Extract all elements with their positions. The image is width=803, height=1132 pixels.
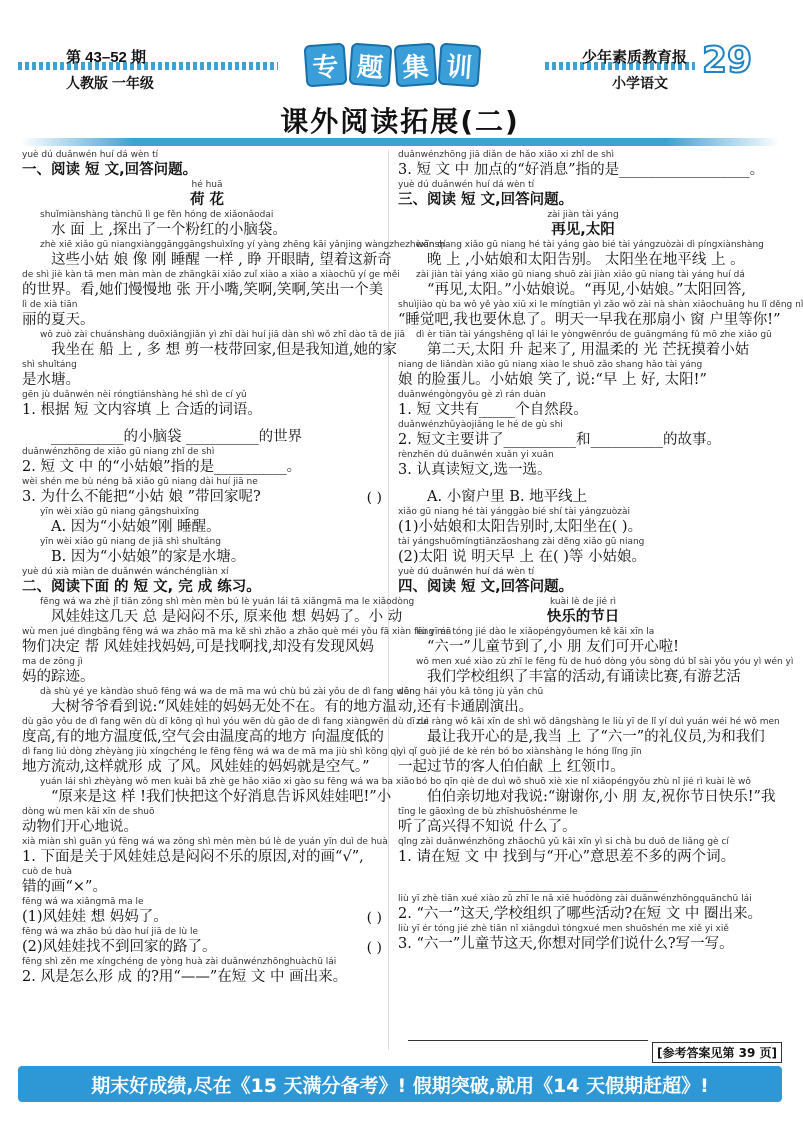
pinyin-line: yuè dú duǎnwén huí dá wèn tí: [398, 567, 535, 577]
passage-line: 伯伯亲切地对我说:“谢谢你,小 朋 友,祝你节日快乐!”我: [427, 789, 776, 805]
text-block: [398, 777, 776, 807]
answer-paren[interactable]: ( ): [366, 910, 382, 926]
question-text: 3. 为什么不能把“小姑 娘 ”带回家呢?: [22, 489, 261, 505]
pinyin-line: liù yī ér tóng jié dào le xiǎopéngyǒumen kě kāi xīn la: [416, 627, 655, 637]
passage-line: (2)太阳 说 明天早 上 在( )等 小姑娘。: [398, 549, 647, 565]
question-text: 3. “六一”儿童节这天,你想对同学们说什么?写一写。: [398, 936, 734, 952]
text-block: [22, 867, 392, 897]
pinyin-line: kuài lè de jié rì: [549, 597, 617, 607]
text-block: [22, 240, 446, 270]
text-block: [22, 210, 392, 240]
pinyin-line: shuǐmiànshàng tànchū lì ge fěn hóng de xiǎonǎodai: [40, 210, 274, 220]
topic-char: 训: [438, 43, 482, 88]
text-block: [22, 567, 392, 597]
pinyin-line: fēng wá wa zhǎo bú dào huí jiā de lù le: [22, 927, 199, 937]
text-block: [398, 687, 768, 717]
answer-reference: [参考答案见第 39 页]: [652, 1042, 782, 1063]
text-block: [398, 867, 768, 894]
passage-line: 动,还有卡通剧演出。: [398, 699, 534, 715]
footer-rule: [408, 1040, 648, 1041]
text-block: [22, 837, 392, 867]
pinyin-line: niang de liǎndàn xiǎo gū niang xiào le shuō zǎo shang hǎo tài yáng: [398, 360, 703, 370]
pinyin-line: duǎnwénzhōng de xiǎo gū niang zhǐ de shì: [22, 447, 215, 457]
page-header: [0, 0, 800, 100]
passage-line: 再见,太阳: [551, 222, 615, 238]
passage-line: 四、阅读 短 文,回答问题。: [398, 579, 574, 595]
pinyin-line: yīn wèi xiǎo gū niang de jiā shì shuǐtáng: [40, 537, 221, 547]
text-block: [398, 717, 780, 747]
pinyin-line: cuò de huà: [22, 867, 73, 877]
text-block: [22, 687, 415, 717]
pinyin-line: bó bo qīn qiè de duì wǒ shuō xiè xie nǐ xiǎopéngyǒu zhù nǐ jié rì kuài lè wǒ: [416, 777, 751, 787]
pinyin-line: xiǎo gū niang hé tài yánggào bié shí tài yángzuòzài: [398, 507, 631, 517]
text-block: [22, 420, 392, 447]
question-text: 2. 短文主要讲了__________和__________的故事。: [398, 432, 721, 448]
text-block: [398, 420, 768, 450]
topic-char: 题: [348, 43, 392, 88]
answer-blank-line[interactable]: __________的小脑袋 __________的世界: [51, 429, 303, 445]
pinyin-line: dì èr tiān tài yángshēng qǐ lái le yòngwēnróu de guāngmáng fǔ mō zhe xiǎo gū: [416, 330, 772, 340]
text-block: [22, 747, 399, 777]
passage-line: 地方流动,这样就形 成 了风。风娃娃的妈妈就是空气。”: [22, 759, 370, 775]
question-text: 1. 请在短 文 中 找到与“开心”意思差不多的两个词。: [398, 849, 736, 865]
text-block: [22, 627, 452, 657]
passage-line: 度高,有的地方温度低,空气会由温度高的地方 向温度低的: [22, 729, 384, 745]
pinyin-line: duǎnwéngòngyǒu gè zì rán duàn: [398, 390, 546, 400]
pinyin-line: zài jiàn tài yáng: [547, 210, 619, 220]
passage-line: 妈的踪迹。: [22, 669, 95, 685]
passage-line: 听了高兴得不知说 什么了。: [398, 819, 577, 835]
text-block: [22, 717, 429, 747]
answer-blank-line[interactable]: __________ __________: [508, 876, 658, 892]
pinyin-line: dì fang liú dòng zhèyàng jiù xíngchéng le fēng fēng wá wa de mā ma jiù shì kōng qì: [22, 747, 399, 757]
pinyin-line: yuè dú duǎnwén huí dá wèn tí: [22, 150, 159, 160]
pinyin-line: shuìjiào qù ba wǒ yě yào xiū xi le míngtiān yì zǎo wǒ zài nà shàn xiǎochuāng hu lǐ děng nǐ: [398, 300, 803, 310]
text-block: [398, 330, 772, 360]
question-text: 2. 短 文 中 的“小姑娘”指的是__________。: [22, 459, 302, 475]
passage-line: 我坐在 船 上 , 多 想 剪一枝带回家,但是我知道,她的家: [51, 342, 397, 358]
pinyin-line: dà shù yé ye kàndào shuō fēng wá wa de mā ma wú chù bú zài yǒu de dì fang wēn: [40, 687, 415, 697]
passage-line: “原来是这 样 !我们快把这个好消息告诉风娃娃吧!”小: [51, 789, 392, 805]
pinyin-line: wèi shén me bù néng bǎ xiǎo gū niang dài huí jiā ne: [22, 477, 258, 487]
text-block: [22, 330, 406, 360]
passage-line: 丽的夏天。: [22, 312, 95, 328]
text-block: [22, 927, 392, 957]
text-block: [22, 657, 392, 687]
pinyin-line: wǎnshang xiǎo gū niang hé tài yáng gào bié tài yángzuòzài dì píngxiànshàng: [416, 240, 764, 250]
pinyin-line: yuè dú xià miàn de duǎnwén wánchéngliàn xí: [22, 567, 229, 577]
pinyin-line: tài yángshuōmíngtiānzǎoshang zài děng xiǎo gū niang: [398, 537, 645, 547]
text-block: [398, 657, 794, 687]
passage-line: 的世界。看,她们慢慢地 张 开小嘴,笑啊,笑啊,笑出一个美: [22, 282, 384, 298]
text-block: [398, 807, 768, 837]
passage-line: 一起过节的客人伯伯献 上 红领巾。: [398, 759, 625, 775]
passage-line: 晚 上 ,小姑娘和太阳告别。 太阳坐在地平线 上 。: [427, 252, 745, 268]
text-block: [22, 270, 400, 300]
page-title: 课外阅读拓展(二): [280, 105, 520, 138]
passage-line: “睡觉吧,我也要休息了。明天一早我在那扇小 窗 户里等你!”: [398, 312, 781, 328]
text-block: [22, 957, 392, 987]
pinyin-line: lì de xià tiān: [22, 300, 78, 310]
pinyin-line: xià miàn shì guān yú fēng wá wa zǒng shì mèn mèn bú lè de yuán yīn duì de huà: [22, 837, 388, 847]
pinyin-line: hé huā: [191, 180, 223, 190]
text-block: [22, 180, 392, 210]
text-block: [22, 447, 392, 477]
passage-line: (1)小姑娘和太阳告别时,太阳坐在( )。: [398, 519, 643, 535]
pinyin-line: ma de zōng jì: [22, 657, 83, 667]
text-block: [398, 537, 768, 567]
pinyin-line: yì qǐ guò jié de kè rén bó bo xiànshàng le hóng lǐng jīn: [398, 747, 642, 757]
pinyin-line: zuì ràng wǒ kāi xīn de shì wǒ dāngshàng le liù yī de lǐ yí duì yuán wéi hé wǒ men: [416, 717, 780, 727]
pinyin-line: dòng hái yǒu kǎ tōng jù yǎn chū: [398, 687, 544, 697]
promo-banner: 期末好成绩,尽在《15 天满分备考》! 假期突破,就用《14 天假期赶超》!: [18, 1066, 782, 1102]
text-block: [398, 300, 803, 330]
text-block: [22, 897, 392, 927]
passage-line: 第二天,太阳 升 起来了, 用温柔的 光 芒抚摸着小姑: [427, 342, 750, 358]
text-block: [398, 567, 768, 597]
text-block: [398, 450, 768, 480]
pinyin-line: dòng wù men kāi xīn de shuō: [22, 807, 155, 817]
pinyin-line: zài jiàn tài yáng xiǎo gū niang shuō zài jiàn xiǎo gū niang tài yáng huí dá: [416, 270, 745, 280]
answer-paren[interactable]: ( ): [366, 940, 382, 956]
passage-line: 是水塘。: [22, 372, 80, 388]
passage-line: “再见,太阳。”小姑娘说。“再见,小姑娘。”太阳回答,: [427, 282, 746, 298]
pinyin-line: yuán lái shì zhèyàng wǒ men kuài bǎ zhè ge hǎo xiāo xi gào su fēng wá wa ba xiǎo: [40, 777, 415, 787]
answer-paren[interactable]: ( ): [366, 490, 382, 506]
pinyin-line: wǒ zuò zài chuánshàng duōxiǎngjiǎn yì zhī dài huí jiā dàn shì wǒ zhī dào tā de jiā: [40, 330, 406, 340]
text-block: [398, 270, 768, 300]
pinyin-line: wù men jué dìngbāng fēng wá wa zhǎo mā ma kě shì zhǎo a zhǎo què méi yǒu fā xiàn fēng mā: [22, 627, 452, 637]
page-number: 29: [702, 40, 753, 81]
pinyin-line: wǒ men xué xiào zǔ zhī le fēng fù de huó dòng yǒu sòng dú bǐ sài yǒu yóu yì wén yì: [416, 657, 794, 667]
newspaper-name: 少年素质教育报: [582, 49, 688, 66]
passage-line: 水 面 上 ,探出了一个粉红的小脑袋。: [51, 222, 287, 238]
topic-char: 专: [304, 43, 348, 88]
text-block: [398, 894, 768, 924]
pinyin-line: dù gāo yǒu de dì fang wēn dù dī kōng qì huì yóu wēn dù gāo de dì fang xiàngwēn dù dī de: [22, 717, 429, 727]
pinyin-line: fēng wá wa xiǎngmā ma le: [22, 897, 144, 907]
text-block: [22, 807, 392, 837]
text-block: [22, 537, 392, 567]
passage-line: 物们决定 帮 风娃娃找妈妈,可是找啊找,却没有发现风妈: [22, 639, 374, 655]
passage-line: 错的画“×”。: [22, 879, 107, 895]
question-text: 2. “六一”这天,学校组织了哪些活动?在短 文 中 圈出来。: [398, 906, 762, 922]
pinyin-line: yīn wèi xiǎo gū niang gāngshuìxǐng: [40, 507, 200, 517]
text-block: [22, 390, 392, 420]
question-text: 2. 风是怎么形 成 的?用“——”在短 文 中 画出来。: [22, 969, 348, 985]
question-text: 1. 短 文共有_____个自然段。: [398, 402, 588, 418]
passage-line: 一、阅读 短 文,回答问题。: [22, 162, 198, 178]
pinyin-line: tīng le gāoxìng de bù zhīshuōshénme le: [398, 807, 578, 817]
text-block: [22, 150, 392, 180]
text-block: [22, 597, 415, 627]
passage-line: 二、阅读下面 的 短 文, 完 成 练习。: [22, 579, 261, 595]
text-block: [398, 480, 768, 507]
issue-number: 第 43–52 期: [66, 49, 147, 66]
title-underline: [20, 138, 780, 146]
passage-line: 动物们开心地说。: [22, 819, 138, 835]
passage-line: A. 小窗户里 B. 地平线上: [427, 489, 588, 505]
passage-line: 三、阅读 短 文,回答问题。: [398, 192, 574, 208]
text-block: [398, 837, 768, 867]
pinyin-line: zhè xiē xiǎo gū niangxiànggānggāngshuìxǐng yí yàng zhēng kāi yǎnjing wàngzhezhèxīn qí: [40, 240, 446, 250]
text-block: [398, 240, 768, 270]
question-text: 1. 根据 短 文内容填 上 合适的词语。: [22, 402, 262, 418]
text-block: [398, 747, 768, 777]
passage-line: (1)风娃娃 想 妈妈了。: [22, 909, 168, 925]
passage-line: 荷 花: [189, 192, 225, 208]
passage-line: 快乐的节日: [546, 609, 620, 625]
text-block: [398, 150, 768, 180]
question-text: 1. 下面是关于风娃娃总是闷闷不乐的原因,对的画“√”,: [22, 849, 364, 865]
pinyin-line: liù yī ér tóng jié zhè tiān nǐ xiǎngduì tóngxué men shuōshén me xiě yi xiě: [398, 924, 729, 934]
text-block: [398, 390, 768, 420]
pinyin-line: duǎnwénzhōng jiā diǎn de hǎo xiāo xi zhǐ de shì: [398, 150, 615, 160]
text-block: [22, 477, 392, 507]
passage-line: “六一”儿童节到了,小 朋 友们可开心啦!: [427, 639, 679, 655]
decor-stripes-left: [18, 62, 278, 70]
text-block: [398, 507, 768, 537]
text-block: [398, 627, 768, 657]
pinyin-line: gēn jù duǎnwén nèi róngtiánshàng hé shì de cí yǔ: [22, 390, 247, 400]
pinyin-line: de shì jiè kàn tā men màn màn de zhāngkāi xiǎo zuǐ xiào a xiào a xiàochū yí ge měi: [22, 270, 400, 280]
text-block: [398, 180, 768, 210]
pinyin-line: duǎnwénzhǔyàojiǎng le hé de gù shi: [398, 420, 563, 430]
pinyin-line: rènzhēn dú duǎnwén xuǎn yi xuǎn: [398, 450, 554, 460]
pinyin-line: fēng wá wa zhè jǐ tiān zǒng shì mèn mèn bú lè yuán lái tā xiǎngmā ma le xiǎodòng: [40, 597, 415, 607]
right-column: [398, 150, 803, 954]
passage-line: B. 因为“小姑娘”的家是水塘。: [51, 549, 246, 565]
text-block: [22, 777, 415, 807]
passage-line: 娘 的脸蛋儿。小姑娘 笑了, 说:“早 上 好, 太阳!”: [398, 372, 707, 388]
question-text: 3. 认真读短文,选一选。: [398, 462, 552, 478]
edition-label: 人教版 一年级: [66, 75, 154, 91]
text-block: [398, 597, 768, 627]
passage-line: A. 因为“小姑娘”刚 睡醒。: [51, 519, 221, 535]
topic-badge: [305, 44, 480, 86]
pinyin-line: fēng shì zěn me xíngchéng de yòng huà zài duǎnwénzhōnghuàchū lái: [22, 957, 337, 967]
passage-line: 最让我开心的是,我当 上 了“六一”的礼仪员,为和我们: [427, 729, 765, 745]
text-block: [398, 360, 768, 390]
topic-char: 集: [393, 43, 437, 88]
text-block: [22, 300, 392, 330]
subject-label: 小学语文: [612, 75, 668, 91]
passage-line: 风娃娃这几天 总 是闷闷不乐, 原来他 想 妈妈了。小 动: [51, 609, 403, 625]
pinyin-line: qǐng zài duǎnwénzhōng zhǎochū yǔ kāi xīn yì si chà bu duō de liǎng gè cí: [398, 837, 729, 847]
pinyin-line: liù yī zhè tiān xué xiào zǔ zhī le nǎ xiē huódòng zài duǎnwénzhōngquānchū lái: [398, 894, 752, 904]
passage-line: 我们学校组织了丰富的活动,有诵读比赛,有游艺活: [427, 669, 741, 685]
passage-line: 大树爷爷看到说:“风娃娃的妈妈无处不在。有的地方温: [51, 699, 397, 715]
pinyin-line: shì shuǐtáng: [22, 360, 77, 370]
text-block: [22, 360, 392, 390]
passage-line: 这些小姑 娘 像 刚 睡醒 一样 , 睁 开眼睛, 望着这新奇: [51, 252, 392, 268]
left-column: [22, 150, 452, 987]
text-block: [22, 507, 392, 537]
passage-line: (2)风娃娃找不到回家的路了。: [22, 939, 217, 955]
text-block: [398, 210, 768, 240]
text-block: [398, 924, 768, 954]
pinyin-line: yuè dú duǎnwén huí dá wèn tí: [398, 180, 535, 190]
question-text: 3. 短 文 中 加点的“好消息”指的是__________________。: [398, 162, 765, 178]
